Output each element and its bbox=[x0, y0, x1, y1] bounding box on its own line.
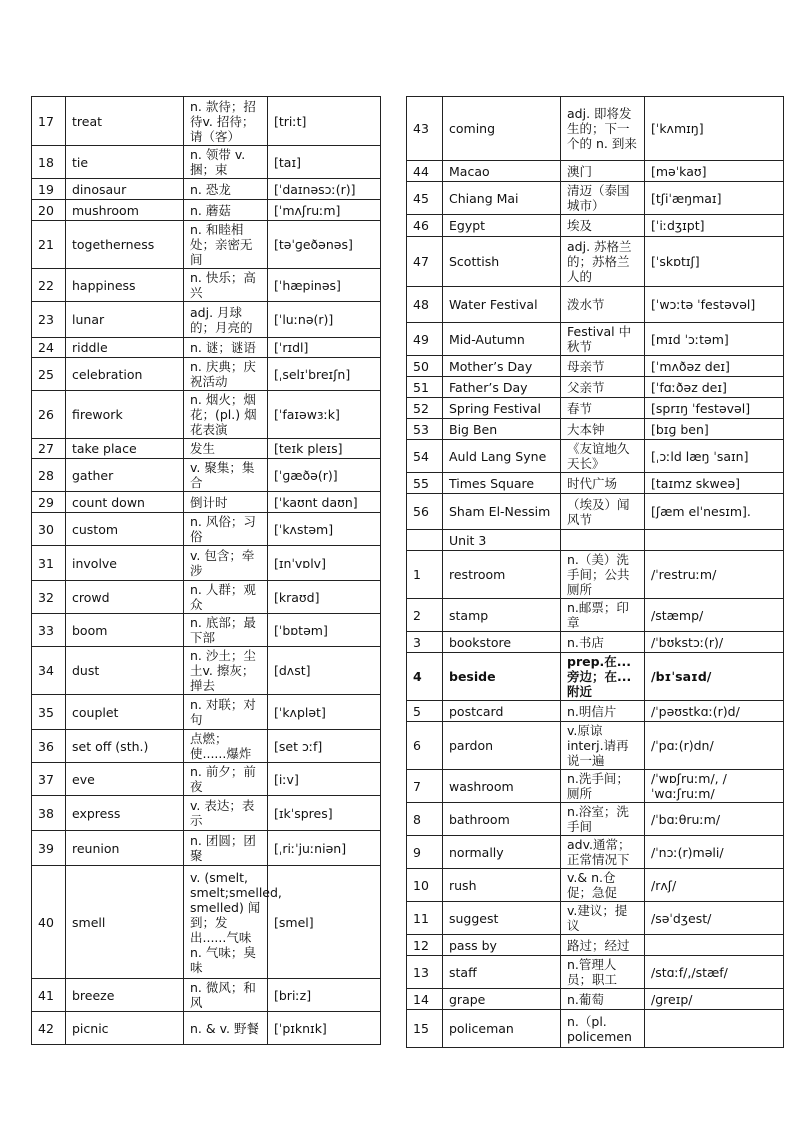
vocab-phonetic: [sprɪŋ ˈfestəvəl] bbox=[645, 398, 784, 419]
vocab-phonetic: [ˈluːnə(r)] bbox=[268, 302, 381, 338]
row-number: 46 bbox=[407, 215, 443, 237]
row-number: 23 bbox=[32, 302, 66, 338]
vocab-meaning: n. 庆典；庆祝活动 bbox=[184, 358, 268, 391]
row-number: 21 bbox=[32, 221, 66, 269]
vocab-meaning: v. 包含；牵涉 bbox=[184, 546, 268, 581]
table-row bbox=[32, 546, 381, 581]
vocab-phonetic: [ˈkʌplət] bbox=[268, 695, 381, 730]
vocab-word: riddle bbox=[66, 338, 184, 358]
vocab-phonetic bbox=[645, 935, 784, 956]
table-row bbox=[407, 551, 784, 599]
row-number: 49 bbox=[407, 323, 443, 356]
table-row bbox=[32, 221, 381, 269]
table-row bbox=[32, 1012, 381, 1045]
vocab-meaning: v. (smelt, smelt;smelled, smelled) 闻到；发出......气味 n. 气味；臭味 bbox=[184, 866, 268, 979]
row-number: 43 bbox=[407, 97, 443, 161]
vocab-word: staff bbox=[443, 956, 561, 989]
row-number: 24 bbox=[32, 338, 66, 358]
vocab-meaning: n. & v. 野餐 bbox=[184, 1012, 268, 1045]
row-number: 34 bbox=[32, 647, 66, 695]
vocab-meaning: v.& n.仓促；急促 bbox=[561, 869, 645, 902]
table-row bbox=[32, 647, 381, 695]
row-number: 35 bbox=[32, 695, 66, 730]
vocab-word: reunion bbox=[66, 831, 184, 866]
row-number: 29 bbox=[32, 492, 66, 513]
vocab-word: grape bbox=[443, 989, 561, 1010]
vocab-meaning: n.洗手间；厕所 bbox=[561, 770, 645, 803]
row-number bbox=[407, 530, 443, 551]
row-number: 19 bbox=[32, 179, 66, 200]
table-row bbox=[407, 935, 784, 956]
vocab-meaning: n. 团圆；团聚 bbox=[184, 831, 268, 866]
vocab-word: firework bbox=[66, 391, 184, 439]
vocab-word: express bbox=[66, 796, 184, 831]
row-number: 42 bbox=[32, 1012, 66, 1045]
vocab-meaning: n. 底部；最下部 bbox=[184, 614, 268, 647]
vocab-meaning: v. 聚集；集合 bbox=[184, 459, 268, 492]
vocab-phonetic: /bɪˈsaɪd/ bbox=[645, 653, 784, 701]
vocab-meaning: n. 烟火；烟花；(pl.) 烟花表演 bbox=[184, 391, 268, 439]
row-number: 41 bbox=[32, 979, 66, 1012]
vocab-phonetic: [tʃiˈæŋmaɪ] bbox=[645, 182, 784, 215]
table-row bbox=[32, 146, 381, 179]
vocab-word: Big Ben bbox=[443, 419, 561, 440]
vocab-meaning: n. 对联；对句 bbox=[184, 695, 268, 730]
row-number: 47 bbox=[407, 237, 443, 287]
vocab-meaning: n. 微风；和风 bbox=[184, 979, 268, 1012]
vocab-phonetic: [ˈpɪknɪk] bbox=[268, 1012, 381, 1045]
row-number: 22 bbox=[32, 269, 66, 302]
table-row bbox=[32, 730, 381, 763]
table-row bbox=[407, 653, 784, 701]
table-row bbox=[407, 770, 784, 803]
row-number: 18 bbox=[32, 146, 66, 179]
table-row bbox=[407, 599, 784, 632]
vocab-word: bookstore bbox=[443, 632, 561, 653]
vocab-table-right bbox=[406, 96, 784, 1048]
vocab-phonetic: [triːt] bbox=[268, 97, 381, 146]
vocab-phonetic: /ˈbʊkstɔː(r)/ bbox=[645, 632, 784, 653]
row-number: 15 bbox=[407, 1010, 443, 1048]
vocab-word: count down bbox=[66, 492, 184, 513]
vocab-word: gather bbox=[66, 459, 184, 492]
table-row bbox=[407, 803, 784, 836]
vocab-word: togetherness bbox=[66, 221, 184, 269]
vocab-word: restroom bbox=[443, 551, 561, 599]
table-row bbox=[407, 989, 784, 1010]
row-number: 6 bbox=[407, 722, 443, 770]
vocab-meaning: n.明信片 bbox=[561, 701, 645, 722]
table-row bbox=[32, 763, 381, 796]
vocab-meaning: n. 人群；观众 bbox=[184, 581, 268, 614]
vocab-word: Water Festival bbox=[443, 287, 561, 323]
vocab-phonetic: [ˌɔːld læŋ ˈsaɪn] bbox=[645, 440, 784, 473]
vocab-word: couplet bbox=[66, 695, 184, 730]
table-row bbox=[32, 513, 381, 546]
vocab-meaning: 母亲节 bbox=[561, 356, 645, 377]
vocab-meaning: prep.在...旁边；在...附近 bbox=[561, 653, 645, 701]
table-row bbox=[32, 581, 381, 614]
vocab-word: Unit 3 bbox=[443, 530, 561, 551]
table-row bbox=[407, 161, 784, 182]
vocab-meaning: 埃及 bbox=[561, 215, 645, 237]
row-number: 11 bbox=[407, 902, 443, 935]
row-number: 20 bbox=[32, 200, 66, 221]
table-row bbox=[407, 440, 784, 473]
vocab-word: Auld Lang Syne bbox=[443, 440, 561, 473]
vocab-word: Father’s Day bbox=[443, 377, 561, 398]
row-number: 52 bbox=[407, 398, 443, 419]
vocab-word: Egypt bbox=[443, 215, 561, 237]
vocab-word: Spring Festival bbox=[443, 398, 561, 419]
row-number: 55 bbox=[407, 473, 443, 494]
vocab-word: eve bbox=[66, 763, 184, 796]
vocab-phonetic: [ˈmʌðəz deɪ] bbox=[645, 356, 784, 377]
row-number: 51 bbox=[407, 377, 443, 398]
vocab-meaning: 点燃；使......爆炸 bbox=[184, 730, 268, 763]
table-row bbox=[32, 831, 381, 866]
vocab-phonetic: /ˈrestruːm/ bbox=[645, 551, 784, 599]
vocab-word: bathroom bbox=[443, 803, 561, 836]
vocab-phonetic: [ˈhæpinəs] bbox=[268, 269, 381, 302]
table-row bbox=[407, 419, 784, 440]
vocab-phonetic: [təˈɡeðənəs] bbox=[268, 221, 381, 269]
row-number: 38 bbox=[32, 796, 66, 831]
vocab-phonetic: [ˈkʌstəm] bbox=[268, 513, 381, 546]
vocab-meaning: 《友谊地久天长》 bbox=[561, 440, 645, 473]
vocab-word: crowd bbox=[66, 581, 184, 614]
vocab-phonetic: [ʃæm elˈnesɪm]. bbox=[645, 494, 784, 530]
vocab-phonetic: [ˈkaʊnt daʊn] bbox=[268, 492, 381, 513]
vocab-meaning: 父亲节 bbox=[561, 377, 645, 398]
vocab-meaning: v.建议；提议 bbox=[561, 902, 645, 935]
vocab-word: coming bbox=[443, 97, 561, 161]
row-number: 25 bbox=[32, 358, 66, 391]
vocab-meaning: n. 和睦相处；亲密无间 bbox=[184, 221, 268, 269]
table-row bbox=[32, 796, 381, 831]
table-row bbox=[32, 200, 381, 221]
vocab-phonetic: [ˌselɪˈbreɪʃn] bbox=[268, 358, 381, 391]
table-row bbox=[32, 866, 381, 979]
vocab-word: policeman bbox=[443, 1010, 561, 1048]
vocab-word: smell bbox=[66, 866, 184, 979]
vocab-phonetic bbox=[645, 1010, 784, 1048]
vocab-meaning: n.浴室；洗手间 bbox=[561, 803, 645, 836]
table-row bbox=[407, 722, 784, 770]
vocab-word: normally bbox=[443, 836, 561, 869]
vocab-phonetic: [briːz] bbox=[268, 979, 381, 1012]
row-number: 48 bbox=[407, 287, 443, 323]
row-number: 2 bbox=[407, 599, 443, 632]
row-number: 45 bbox=[407, 182, 443, 215]
vocab-word: Scottish bbox=[443, 237, 561, 287]
table-row bbox=[32, 459, 381, 492]
table-row bbox=[32, 492, 381, 513]
vocab-word: boom bbox=[66, 614, 184, 647]
vocab-meaning: n.（pl. policemen bbox=[561, 1010, 645, 1048]
row-number: 39 bbox=[32, 831, 66, 866]
vocab-phonetic: /ˈnɔː(r)məli/ bbox=[645, 836, 784, 869]
row-number: 32 bbox=[32, 581, 66, 614]
vocab-phonetic: [ɪnˈvɒlv] bbox=[268, 546, 381, 581]
vocab-meaning: adj. 苏格兰的；苏格兰人的 bbox=[561, 237, 645, 287]
vocab-word: dust bbox=[66, 647, 184, 695]
row-number: 40 bbox=[32, 866, 66, 979]
vocab-phonetic: [ˈkʌmɪŋ] bbox=[645, 97, 784, 161]
vocab-word: picnic bbox=[66, 1012, 184, 1045]
table-row bbox=[407, 869, 784, 902]
vocab-word: pass by bbox=[443, 935, 561, 956]
vocab-word: lunar bbox=[66, 302, 184, 338]
table-row bbox=[407, 356, 784, 377]
vocab-phonetic: [ˈfɑːðəz deɪ] bbox=[645, 377, 784, 398]
row-number: 31 bbox=[32, 546, 66, 581]
vocab-word: stamp bbox=[443, 599, 561, 632]
vocab-phonetic: [məˈkaʊ] bbox=[645, 161, 784, 182]
vocab-meaning bbox=[561, 530, 645, 551]
vocab-phonetic: [ˈfaɪəwɜːk] bbox=[268, 391, 381, 439]
vocab-phonetic: [set ɔːf] bbox=[268, 730, 381, 763]
vocab-word: beside bbox=[443, 653, 561, 701]
table-row bbox=[407, 902, 784, 935]
vocab-word: celebration bbox=[66, 358, 184, 391]
vocab-word: Mother’s Day bbox=[443, 356, 561, 377]
row-number: 36 bbox=[32, 730, 66, 763]
vocab-meaning: 澳门 bbox=[561, 161, 645, 182]
table-row bbox=[407, 398, 784, 419]
table-row bbox=[32, 391, 381, 439]
row-number: 1 bbox=[407, 551, 443, 599]
vocab-word: treat bbox=[66, 97, 184, 146]
vocab-phonetic: [ˈbɒtəm] bbox=[268, 614, 381, 647]
vocab-phonetic: /stɑːf/,/stæf/ bbox=[645, 956, 784, 989]
vocab-meaning: adj. 月球的；月亮的 bbox=[184, 302, 268, 338]
vocab-phonetic: [mɪd ˈɔːtəm] bbox=[645, 323, 784, 356]
row-number: 37 bbox=[32, 763, 66, 796]
row-number: 53 bbox=[407, 419, 443, 440]
row-number: 12 bbox=[407, 935, 443, 956]
vocab-word: washroom bbox=[443, 770, 561, 803]
table-row bbox=[407, 701, 784, 722]
table-row bbox=[407, 237, 784, 287]
vocab-phonetic: [ˈwɔːtə ˈfestəvəl] bbox=[645, 287, 784, 323]
vocab-meaning: n. 风俗；习俗 bbox=[184, 513, 268, 546]
vocab-meaning: n. 蘑菇 bbox=[184, 200, 268, 221]
vocab-phonetic: /səˈdʒest/ bbox=[645, 902, 784, 935]
vocab-meaning: 泼水节 bbox=[561, 287, 645, 323]
vocab-phonetic: [ˈmʌʃruːm] bbox=[268, 200, 381, 221]
vocab-phonetic: /ˈpɑː(r)dn/ bbox=[645, 722, 784, 770]
table-row bbox=[407, 494, 784, 530]
row-number: 54 bbox=[407, 440, 443, 473]
table-row bbox=[32, 614, 381, 647]
vocab-phonetic: [ˈiːdʒɪpt] bbox=[645, 215, 784, 237]
vocab-meaning: n. 快乐；高兴 bbox=[184, 269, 268, 302]
table-row bbox=[407, 632, 784, 653]
table-row bbox=[407, 473, 784, 494]
vocab-word: Chiang Mai bbox=[443, 182, 561, 215]
vocab-word: Times Square bbox=[443, 473, 561, 494]
table-row bbox=[32, 439, 381, 459]
vocab-phonetic bbox=[645, 530, 784, 551]
vocab-meaning: n.葡萄 bbox=[561, 989, 645, 1010]
vocab-word: dinosaur bbox=[66, 179, 184, 200]
table-row bbox=[407, 215, 784, 237]
vocab-word: take place bbox=[66, 439, 184, 459]
vocab-phonetic: [bɪɡ ben] bbox=[645, 419, 784, 440]
vocab-phonetic: [taɪmz skweə] bbox=[645, 473, 784, 494]
table-row bbox=[407, 287, 784, 323]
vocab-phonetic: [ɪkˈspres] bbox=[268, 796, 381, 831]
vocab-meaning: n.（美）洗手间；公共厕所 bbox=[561, 551, 645, 599]
table-row bbox=[407, 530, 784, 551]
row-number: 26 bbox=[32, 391, 66, 439]
vocab-word: Mid-Autumn bbox=[443, 323, 561, 356]
table-row bbox=[407, 323, 784, 356]
vocab-meaning: n. 款待；招待v. 招待；请（客） bbox=[184, 97, 268, 146]
row-number: 56 bbox=[407, 494, 443, 530]
row-number: 14 bbox=[407, 989, 443, 1010]
row-number: 50 bbox=[407, 356, 443, 377]
vocab-meaning: n. 恐龙 bbox=[184, 179, 268, 200]
row-number: 44 bbox=[407, 161, 443, 182]
vocab-phonetic: [ˈɡæðə(r)] bbox=[268, 459, 381, 492]
vocab-phonetic: [ˈskɒtɪʃ] bbox=[645, 237, 784, 287]
table-row bbox=[32, 358, 381, 391]
vocab-word: involve bbox=[66, 546, 184, 581]
vocab-meaning: 大本钟 bbox=[561, 419, 645, 440]
table-row bbox=[32, 269, 381, 302]
vocab-phonetic: /ɡreɪp/ bbox=[645, 989, 784, 1010]
table-row bbox=[407, 1010, 784, 1048]
vocab-phonetic: /ˈpəʊstkɑː(r)d/ bbox=[645, 701, 784, 722]
vocab-phonetic: [ˈdaɪnəsɔː(r)] bbox=[268, 179, 381, 200]
vocab-meaning: n. 领带 v. 捆；束 bbox=[184, 146, 268, 179]
vocab-phonetic: [ˈrɪdl] bbox=[268, 338, 381, 358]
row-number: 10 bbox=[407, 869, 443, 902]
row-number: 28 bbox=[32, 459, 66, 492]
vocab-table-left bbox=[31, 96, 381, 1045]
vocab-meaning: （埃及）闻风节 bbox=[561, 494, 645, 530]
row-number: 17 bbox=[32, 97, 66, 146]
vocab-word: tie bbox=[66, 146, 184, 179]
vocab-phonetic: /rʌʃ/ bbox=[645, 869, 784, 902]
row-number: 9 bbox=[407, 836, 443, 869]
vocab-meaning: 清迈（泰国城市） bbox=[561, 182, 645, 215]
vocab-word: mushroom bbox=[66, 200, 184, 221]
table-row bbox=[32, 695, 381, 730]
vocab-meaning: adj. 即将发生的；下一个的 n. 到来 bbox=[561, 97, 645, 161]
vocab-meaning: v.原谅 interj.请再说一遍 bbox=[561, 722, 645, 770]
vocab-phonetic: [smel] bbox=[268, 866, 381, 979]
vocab-word: postcard bbox=[443, 701, 561, 722]
table-row bbox=[32, 302, 381, 338]
table-row bbox=[407, 836, 784, 869]
vocab-phonetic: [dʌst] bbox=[268, 647, 381, 695]
vocab-word: happiness bbox=[66, 269, 184, 302]
row-number: 27 bbox=[32, 439, 66, 459]
vocab-meaning: n.邮票；印章 bbox=[561, 599, 645, 632]
table-row bbox=[407, 97, 784, 161]
vocab-phonetic: [kraʊd] bbox=[268, 581, 381, 614]
row-number: 30 bbox=[32, 513, 66, 546]
vocab-word: pardon bbox=[443, 722, 561, 770]
vocab-meaning: 时代广场 bbox=[561, 473, 645, 494]
vocab-word: rush bbox=[443, 869, 561, 902]
vocab-meaning: n. 沙土；尘土v. 擦灰；掸去 bbox=[184, 647, 268, 695]
vocab-meaning: adv.通常；正常情况下 bbox=[561, 836, 645, 869]
table-row bbox=[32, 179, 381, 200]
row-number: 33 bbox=[32, 614, 66, 647]
vocab-word: Sham El-Nessim bbox=[443, 494, 561, 530]
vocab-phonetic: [teɪk pleɪs] bbox=[268, 439, 381, 459]
vocab-meaning: n. 前夕；前夜 bbox=[184, 763, 268, 796]
vocab-word: set off (sth.) bbox=[66, 730, 184, 763]
vocab-phonetic: /ˈbɑːθruːm/ bbox=[645, 803, 784, 836]
vocab-meaning: 路过；经过 bbox=[561, 935, 645, 956]
row-number: 4 bbox=[407, 653, 443, 701]
vocab-phonetic: /ˈwɒʃruːm/, /ˈwɑːʃruːm/ bbox=[645, 770, 784, 803]
row-number: 3 bbox=[407, 632, 443, 653]
row-number: 5 bbox=[407, 701, 443, 722]
table-row bbox=[407, 956, 784, 989]
table-row bbox=[32, 338, 381, 358]
vocab-meaning: Festival 中秋节 bbox=[561, 323, 645, 356]
vocab-meaning: 倒计时 bbox=[184, 492, 268, 513]
vocab-meaning: 发生 bbox=[184, 439, 268, 459]
vocab-phonetic: [iːv] bbox=[268, 763, 381, 796]
row-number: 7 bbox=[407, 770, 443, 803]
vocab-phonetic: [taɪ] bbox=[268, 146, 381, 179]
vocab-meaning: v. 表达；表示 bbox=[184, 796, 268, 831]
table-row bbox=[407, 182, 784, 215]
table-row bbox=[407, 377, 784, 398]
vocab-meaning: n. 谜；谜语 bbox=[184, 338, 268, 358]
table-row bbox=[32, 97, 381, 146]
vocab-meaning: 春节 bbox=[561, 398, 645, 419]
vocab-phonetic: /stæmp/ bbox=[645, 599, 784, 632]
vocab-phonetic: [ˌriːˈjuːniən] bbox=[268, 831, 381, 866]
vocab-word: suggest bbox=[443, 902, 561, 935]
vocab-meaning: n.管理人员；职工 bbox=[561, 956, 645, 989]
row-number: 8 bbox=[407, 803, 443, 836]
vocab-word: Macao bbox=[443, 161, 561, 182]
row-number: 13 bbox=[407, 956, 443, 989]
vocab-word: breeze bbox=[66, 979, 184, 1012]
table-row bbox=[32, 979, 381, 1012]
vocab-meaning: n.书店 bbox=[561, 632, 645, 653]
vocab-word: custom bbox=[66, 513, 184, 546]
